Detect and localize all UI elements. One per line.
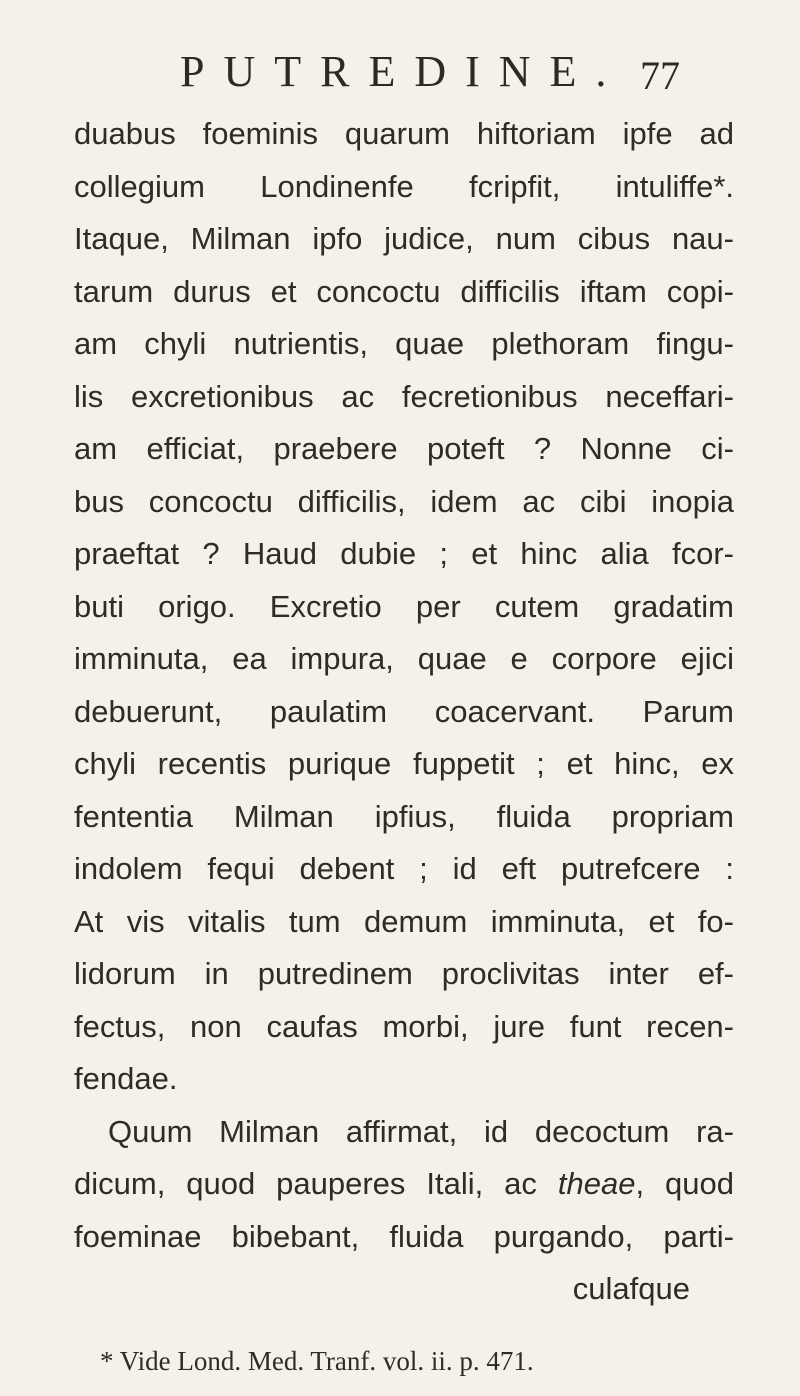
text-line: Itaque, Milman ipfo judice, num cibus nau- bbox=[74, 221, 734, 256]
running-head bbox=[180, 46, 680, 106]
text-line: praeftat ? Haud dubie ; et hinc alia fcor- bbox=[74, 536, 734, 571]
text-line-paragraph-start: Quum Milman affirmat, id decoctum ra- bbox=[108, 1113, 734, 1149]
text-line: At vis vitalis tum demum imminuta, et fo- bbox=[74, 903, 734, 939]
page-number: 77 bbox=[640, 53, 680, 98]
text-line-paragraph-end: fendae. bbox=[74, 1061, 178, 1096]
text-line: am chyli nutrientis, quae plethoram fingu- bbox=[74, 326, 734, 361]
text-line: chyli recentis purique fuppetit ; et hinc, ex bbox=[74, 746, 734, 781]
text-line-mixed bbox=[74, 1158, 734, 1211]
text-line: debuerunt, paulatim coacervant. Parum bbox=[74, 693, 734, 729]
text-line: am efficiat, praebere poteft ? Nonne ci- bbox=[74, 431, 734, 466]
text-line: indolem fequi debent ; id eft putrefcere : bbox=[74, 851, 734, 886]
text-line: lidorum in putredinem proclivitas inter ef- bbox=[74, 956, 734, 991]
italic-word: theae bbox=[557, 1166, 636, 1201]
footnote: * Vide Lond. Med. Tranf. vol. ii. p. 471. bbox=[100, 1346, 534, 1376]
text-line: fententia Milman ipfius, fluida propriam bbox=[74, 798, 734, 834]
text-line: foeminae bibebant, fluida purgando, parti- bbox=[74, 1218, 734, 1254]
text-segment: , quod bbox=[635, 1166, 734, 1201]
text-line: tarum durus et concoctu difficilis iftam copi- bbox=[74, 273, 734, 309]
text-segment: dicum, quod pauperes Itali, ac bbox=[74, 1166, 537, 1201]
text-line: fectus, non caufas morbi, jure funt recen- bbox=[74, 1008, 734, 1044]
text-line: lis excretionibus ac fecretionibus neceffari- bbox=[74, 378, 734, 414]
body-text bbox=[74, 108, 734, 1316]
text-line: imminuta, ea impura, quae e corpore ejici bbox=[74, 641, 734, 676]
running-title: PUTREDINE. bbox=[180, 47, 626, 96]
catchword: culafque bbox=[572, 1271, 690, 1306]
text-line: buti origo. Excretio per cutem gradatim bbox=[74, 588, 734, 624]
text-line: duabus foeminis quarum hiftoriam ipfe ad bbox=[74, 116, 734, 151]
text-line: collegium Londinenfe fcripfit, intuliffe*. bbox=[74, 168, 734, 204]
text-line: bus concoctu difficilis, idem ac cibi inopia bbox=[74, 483, 734, 519]
